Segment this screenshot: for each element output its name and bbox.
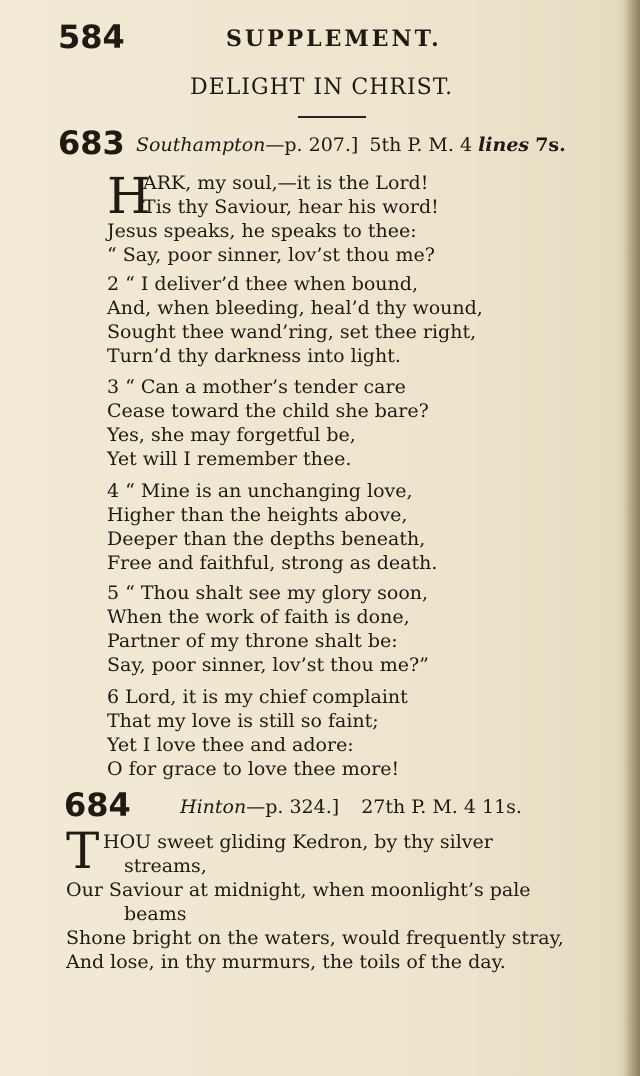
page-header <box>58 18 598 58</box>
tune-reference: —p. 207.] <box>265 134 359 156</box>
tune-name: Hinton <box>180 796 247 818</box>
tune-reference: —p. 324.] <box>246 796 340 818</box>
verse-line: streams, <box>124 855 207 877</box>
verse-line: HOU sweet gliding Kedron, by thy silver <box>103 831 493 853</box>
running-head: SUPPLEMENT. <box>226 26 442 52</box>
verse-line: 6 Lord, it is my chief complaint <box>107 686 408 708</box>
verse-line: Shone bright on the waters, would frequently stray, <box>66 927 564 949</box>
meter-lines: lines <box>478 134 530 156</box>
verse-line: Deeper than the depths beneath, <box>107 528 426 550</box>
verse-line: 3 “ Can a mother’s tender care <box>107 376 406 398</box>
hymn-684-heading <box>64 786 614 826</box>
hymn-number: 683 <box>58 124 125 162</box>
title-rule <box>298 116 366 118</box>
verse-line: ARK, my soul,—it is the Lord! <box>143 172 429 194</box>
verse-line: Higher than the heights above, <box>107 504 408 526</box>
verse-line: That my love is still so faint; <box>107 710 379 732</box>
meter: 27th P. M. 4 11s. <box>361 796 522 818</box>
verse-line: 2 “ I deliver’d thee when bound, <box>107 273 418 295</box>
verse-line: And, when bleeding, heal’d thy wound, <box>107 297 483 319</box>
verse-line: Cease toward the child she bare? <box>107 400 429 422</box>
verse-line: ’Tis thy Saviour, hear his word! <box>137 196 439 218</box>
verse-line: “ Say, poor sinner, lov’st thou me? <box>107 244 435 266</box>
page-gutter <box>624 0 640 1076</box>
verse-line: Sought thee wand’ring, set thee right, <box>107 321 477 343</box>
hymn-tune-line <box>180 796 522 818</box>
page-number: 584 <box>58 18 125 56</box>
verse-line: When the work of faith is done, <box>107 606 410 628</box>
meter: 5th P. M. 4 <box>369 134 473 156</box>
tune-name: Southampton <box>136 134 266 156</box>
verse-line: Our Saviour at midnight, when moonlight’s pale <box>66 879 531 901</box>
verse-line: Partner of my throne shalt be: <box>107 630 398 652</box>
drop-cap: H <box>107 167 151 225</box>
verse-line: Say, poor sinner, lov’st thou me?” <box>107 654 429 676</box>
hymn-number: 684 <box>64 786 131 824</box>
verse-line: Jesus speaks, he speaks to thee: <box>107 220 417 242</box>
section-title: DELIGHT IN CHRIST. <box>190 75 454 100</box>
verse-line: Yet will I remember thee. <box>107 448 352 470</box>
verse-line: Turn’d thy darkness into light. <box>107 345 401 367</box>
hymn-tune-line <box>136 134 566 156</box>
verse-line: Yes, she may forgetful be, <box>107 424 356 446</box>
hymn-683-heading <box>58 124 608 164</box>
drop-cap: T <box>66 822 100 880</box>
verse-line: Free and faithful, strong as death. <box>107 552 438 574</box>
verse-line: 5 “ Thou shalt see my glory soon, <box>107 582 429 604</box>
verse-line: 4 “ Mine is an unchanging love, <box>107 480 413 502</box>
verse-line: And lose, in thy murmurs, the toils of the day. <box>66 951 506 973</box>
meter-syllables: 7s. <box>535 134 566 156</box>
verse-line: O for grace to love thee more! <box>107 758 400 780</box>
verse-line: Yet I love thee and adore: <box>107 734 354 756</box>
verse-line: beams <box>124 903 187 925</box>
